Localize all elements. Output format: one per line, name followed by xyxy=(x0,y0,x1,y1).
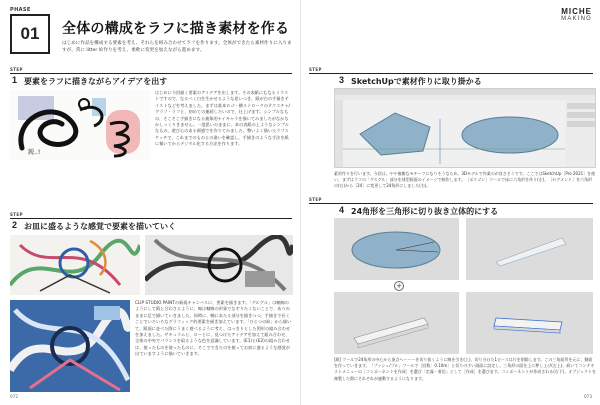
svg-text:鋭..!: 鋭..! xyxy=(28,149,41,156)
step4-image-extruded xyxy=(334,292,459,354)
step3-caption: 素材作りを行います。今回は、やや複雑なモチーフになりそうなため、3Dモデルで作業のが良さそうです。ここではSketchUp［Pro 2021］を使い、まずはラフの「グルグル」部分を球型画面のイメージで制作します。［ポリゴン］ツールで床に六角形を作り(左)、［セグメント］を六角形の(右)から［24］に変更して24角形にしました(右)。 xyxy=(334,171,596,189)
brand-line1: MICHE xyxy=(561,7,592,16)
step2-number: 2 xyxy=(12,220,18,230)
step1-sketch-image xyxy=(10,90,150,160)
step2-mono-sketch-image xyxy=(145,235,293,295)
step1-title: 要素をラフに描きながらアイデアを出す xyxy=(24,77,168,86)
step3-rule xyxy=(309,73,593,74)
page-title: 全体の構成をラフに描き素材を作る xyxy=(62,21,290,37)
step1-number: 1 xyxy=(12,75,18,85)
step2-title: お皿に盛るような感覚で要素を描いていく xyxy=(24,222,176,231)
step2-body: CLIP STUDIO PAINTの新規キャンバスに、要素を描きます。「グルグル」は軸線のようにして紙と合わさるように、線は軸線の形象でなぞりたくないことで、ありのままに足で描いていきました。同時に、軸にあたる部分を描きつつ、手描きで長くことでいろいろなグラフィック的要素を描き加えています。「ひとつの絵」から描いて、紙面に並べた際にうまく遊べるように考え、はっきりとした図形の組み合わせを加えました。サキュラムと、ローとに、見つけたアイデアを加えて組み合わせ、全体の中央でバランスを取るような色を意識しています。(E1)と(E2)の組み合わせは、使ったものを使ったものに、そこでできたのを使ってお皿に盛るような感覚が出ていますように描いていきます。 xyxy=(135,300,292,357)
brand-mark xyxy=(561,7,592,22)
brand-line2: MAKING xyxy=(561,16,592,22)
step1-body: はじめに今回描く要素のアイデアを出します。その表紙にもなるイラストですので、なるべく白を生かせるような思いつき、紙が白の手描きテイストなどを考えました。まずは基本ロゴ・横ストロークのテクスチャ/グラフ・ラフと、初めての連続したいので、仕上げます。シンプルなもの、そこそこ手描きになる抽象的ナイキャラを描いてみましたがなかなかしっくりきません。一度思いのままに、本の表紙の上ようなシンプルなもの、遊び心のある画感でを作りてみました。勢いよく描いたラフスケッチで、これまでのものとの違いを確認し、手描きのような手法を紙に描いてからデジタル化する方法を作ります。 xyxy=(155,90,290,147)
step2-composite-image xyxy=(10,300,130,392)
step1-rule xyxy=(10,73,292,74)
page-number-right: 073 xyxy=(584,394,592,399)
step4-caption: [紙] ツールで24角形の中心から頂点ヘーーーを切り抜くように線を引き(上)、切り分けた1ピースは片を削除します。この三角面形を元に、側面を作っていきます。「プッシュ/プル」ツールで［回数：0.10m］と切りの少い画面に設定し、三角形の面を上に押し上げ(左上)、続いてコンテキストメニューの［コンポーネントを作成］を選び「定義・着信」として［作成］を選びます。コンポーネントが作成される(右下)、オブジェクトを複製した際にそれぞれが連動するようになります。 xyxy=(334,357,596,381)
step4-image-circle xyxy=(334,218,459,280)
step4-image-wedge xyxy=(466,218,593,280)
step4-title: 24角形を三角形に切り抜き立体的にする xyxy=(351,207,499,216)
page-number-left: 072 xyxy=(10,394,18,399)
step1-label: STEP xyxy=(10,67,23,72)
step2-rule xyxy=(10,218,292,219)
step3-title: SketchUpで素材作りに取り掛かる xyxy=(351,77,482,86)
step2-label: STEP xyxy=(10,212,23,217)
intro-text: はじめに作品を構成する要素を考え、それらを組み合わせてラフを作ります。全体ができたら素材作りに入りますが、常に litter 絵作りを考え、柔軟に変更を加えながら進めます。 xyxy=(62,41,292,53)
step4-image-component xyxy=(466,292,593,354)
phase-number: 01 xyxy=(10,14,50,54)
step2-colored-sketch-image xyxy=(10,235,140,295)
step3-number: 3 xyxy=(339,75,345,85)
right-page xyxy=(300,0,600,405)
step3-sketchup-screenshot xyxy=(334,88,596,168)
plus-icon: + xyxy=(394,281,404,291)
step3-label: STEP xyxy=(309,67,322,72)
step4-number: 4 xyxy=(339,205,345,215)
phase-label: PHASE xyxy=(10,7,31,13)
step4-rule xyxy=(309,203,593,204)
step4-label: STEP xyxy=(309,197,322,202)
